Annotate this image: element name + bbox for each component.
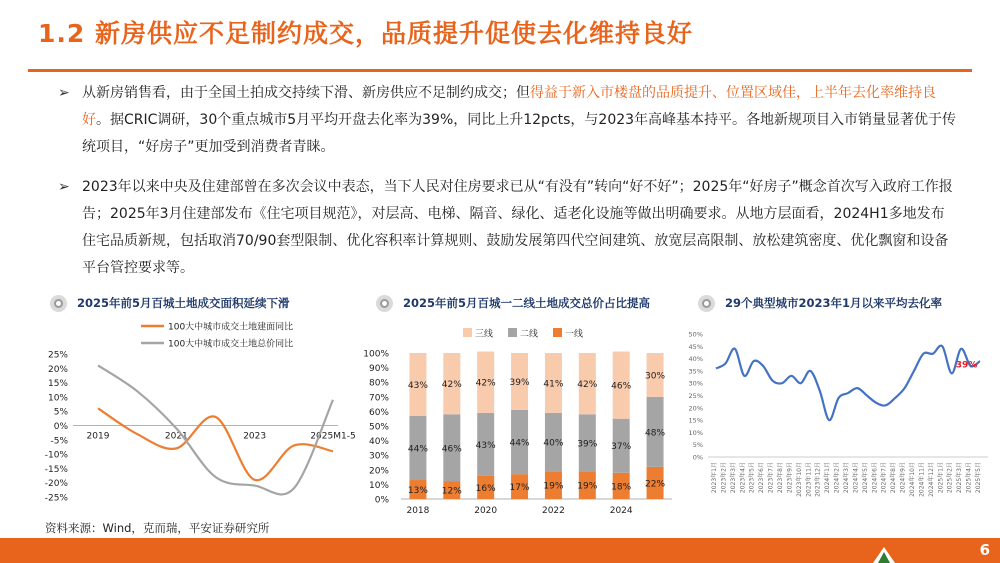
chart-2-header [376,293,650,313]
y-tick-label: 10% [368,480,389,491]
data-label: 39% [509,377,530,388]
bullet-2-text: 2023年以来中央及住建部曾在多次会议中表态，当下人民对住房要求已从“有没有”转向“好不好”；2025年“好房子”概念首次写入政府工作报告；2025年3月住建部发布《住宅项目规范》，对层高、电梯、隔音、绿化、适老化设施等做出明确要求。从地方层面看，2024H1多地发布住宅品质新规，包括取消70/90套型限制、优化容积率计算规则、鼓励发展第四代空间建筑、放宽层高限制、放松建筑密度、优化飘窗和设备平台管控要求等。 [82,179,953,276]
bullet-1-highlight: 得益于新入市楼盘的品质提升、位置区域佳，上半年去化率维持良好 [82,85,936,128]
data-label: 18% [611,482,632,493]
data-label: 43% [475,440,496,451]
legend-label: 二线 [520,329,539,340]
y-tick-label: 25% [47,350,68,361]
target-icon [698,295,715,312]
data-label: 16% [475,483,496,494]
x-tick-label: 2024年7月 [880,462,888,494]
x-tick-label: 2024年9月 [899,462,907,494]
x-tick-label: 2024年5月 [861,462,869,494]
chart-1-header [50,293,290,313]
x-tick-label: 2019 [86,431,110,442]
y-tick-label: 15% [47,379,68,390]
data-label: 37% [611,442,632,453]
chart-1-line [38,316,356,512]
y-tick-label: 5% [692,441,703,450]
x-tick-label: 2025年5月 [975,462,982,494]
chart-2-stacked-bar [358,318,678,518]
y-tick-label: 5% [53,407,68,418]
x-tick-label: 2023年3月 [729,462,737,494]
y-tick-label: -15% [44,464,68,475]
chart-3-line [682,322,994,518]
legend-swatch [463,328,472,337]
bullet-1-text-pre: 从新房销售看，由于全国土拍成交持续下滑、新房供应不足制约成交；但 [82,85,530,101]
legend-label: 一线 [565,329,584,340]
x-tick-label: 2021 [164,431,188,442]
legend-label: 100大中城市成交土地总价同比 [168,339,294,350]
y-tick-label: 15% [688,416,703,425]
footer-bar [0,538,1000,563]
x-tick-label: 2024年12月 [927,462,935,497]
data-label: 46% [611,381,632,392]
data-label: 42% [475,378,496,389]
y-tick-label: -10% [44,450,68,461]
x-tick-label: 2025M1-5 [310,431,356,442]
x-tick-label: 2025年3月 [956,462,964,494]
y-tick-label: 80% [368,378,389,389]
x-tick-label: 2023年12月 [814,462,822,497]
x-tick-label: 2024年2月 [833,462,841,494]
chart-3-header [698,293,942,313]
y-tick-label: 40% [688,355,703,364]
y-tick-label: 50% [688,330,703,339]
data-label: 42% [577,380,598,391]
chart-1-title: 2025年前5月百城土地成交面积延续下滑 [77,296,290,310]
x-tick-label: 2023 [243,431,267,442]
legend-label: 三线 [475,329,494,340]
bullet-arrow-icon: ➢ [58,85,70,101]
x-tick-label: 2023年7月 [767,462,775,494]
y-tick-label: 50% [368,422,389,433]
data-label: 19% [543,481,564,492]
title-underline [28,69,972,72]
data-label: 39% [577,439,598,450]
y-tick-label: -25% [44,493,68,504]
page-title: 1.2 新房供应不足制约成交，品质提升促使去化维持良好 [38,19,693,48]
data-label: 46% [441,444,462,455]
data-label: 22% [645,479,666,490]
page-number: 6 [979,541,990,559]
x-tick-label: 2025年2月 [946,462,954,494]
x-tick-label: 2024 [609,506,633,516]
y-tick-label: 30% [368,451,389,462]
data-label: 48% [645,428,666,439]
x-tick-label: 2023年9月 [786,462,794,494]
x-tick-label: 2025年4月 [965,462,973,494]
y-tick-label: 20% [688,404,703,413]
x-tick-label: 2024年1月 [824,462,832,494]
series-line-0 [716,346,980,421]
y-tick-label: 20% [368,466,389,477]
y-tick-label: 30% [688,379,703,388]
chart-2-title: 2025年前5月百城一二线土地成交总价占比提高 [403,296,651,310]
bullet-1-text-post: 。据CRIC调研，30个重点城市5月平均开盘去化率为39%，同比上升12pcts，与2023年高峰基本持平。各地新规项目入市销量显著优于传统项目，“好房子”更加受到消费者青睐。 [82,112,957,155]
x-tick-label: 2023年11月 [805,462,813,497]
data-label: 12% [441,486,462,497]
data-label: 17% [509,483,530,494]
x-tick-label: 2022 [541,506,565,516]
legend-swatch [508,328,517,337]
data-label: 43% [407,380,428,391]
x-tick-label: 2024年6月 [871,462,879,494]
y-tick-label: 70% [368,393,389,404]
x-tick-label: 2023年6月 [758,462,766,494]
x-tick-label: 2023年8月 [777,462,784,494]
logo-icon [872,546,896,563]
data-label: 13% [407,486,428,497]
y-tick-label: 90% [368,364,389,375]
target-icon [50,295,67,312]
bullet-2 [58,174,958,282]
x-tick-label: 2020 [474,506,498,516]
y-tick-label: 0% [374,495,389,506]
x-tick-label: 2023年10月 [795,462,803,497]
y-tick-label: 0% [692,453,703,462]
x-tick-label: 2024年3月 [843,462,850,494]
y-tick-label: 60% [368,407,389,418]
data-label: 44% [509,438,530,449]
y-tick-label: 35% [688,367,703,376]
x-tick-label: 2024年11月 [918,462,926,497]
x-tick-label: 2024年10月 [909,462,916,497]
source-note: 资料来源：Wind，克而瑞，平安证券研究所 [45,521,270,535]
chart-3-title: 29个典型城市2023年1月以来平均去化率 [725,296,943,310]
data-label: 44% [407,444,428,455]
bullet-1 [58,80,958,161]
y-tick-label: 10% [688,428,703,437]
y-tick-label: -20% [44,479,68,490]
target-icon [376,295,393,312]
data-label: 40% [543,438,564,449]
annotation-label: 39% [955,360,978,371]
legend-swatch [553,328,562,337]
y-tick-label: 0% [53,422,68,432]
y-tick-label: 45% [688,342,703,351]
series-line-1 [98,365,333,494]
x-tick-label: 2024年4月 [852,462,860,494]
data-label: 41% [543,379,564,390]
data-label: 30% [645,371,666,382]
x-tick-label: 2024年8月 [890,462,898,494]
y-tick-label: 20% [47,364,68,375]
y-tick-label: 10% [47,393,68,404]
y-tick-label: -5% [50,436,68,447]
x-tick-label: 2023年1月 [711,462,718,494]
series-line-0 [98,408,333,480]
x-tick-label: 2023年4月 [739,462,747,494]
x-tick-label: 2018 [406,506,430,516]
x-tick-label: 2023年5月 [748,462,756,494]
x-tick-label: 2025年1月 [937,462,945,494]
data-label: 19% [577,481,598,492]
y-tick-label: 40% [368,437,389,448]
bullet-arrow-icon: ➢ [58,179,70,195]
x-tick-label: 2023年2月 [720,462,728,494]
y-tick-label: 25% [688,392,703,400]
y-tick-label: 100% [363,349,389,360]
data-label: 42% [441,380,462,391]
legend-label: 100大中城市成交土地建面同比 [168,322,294,333]
